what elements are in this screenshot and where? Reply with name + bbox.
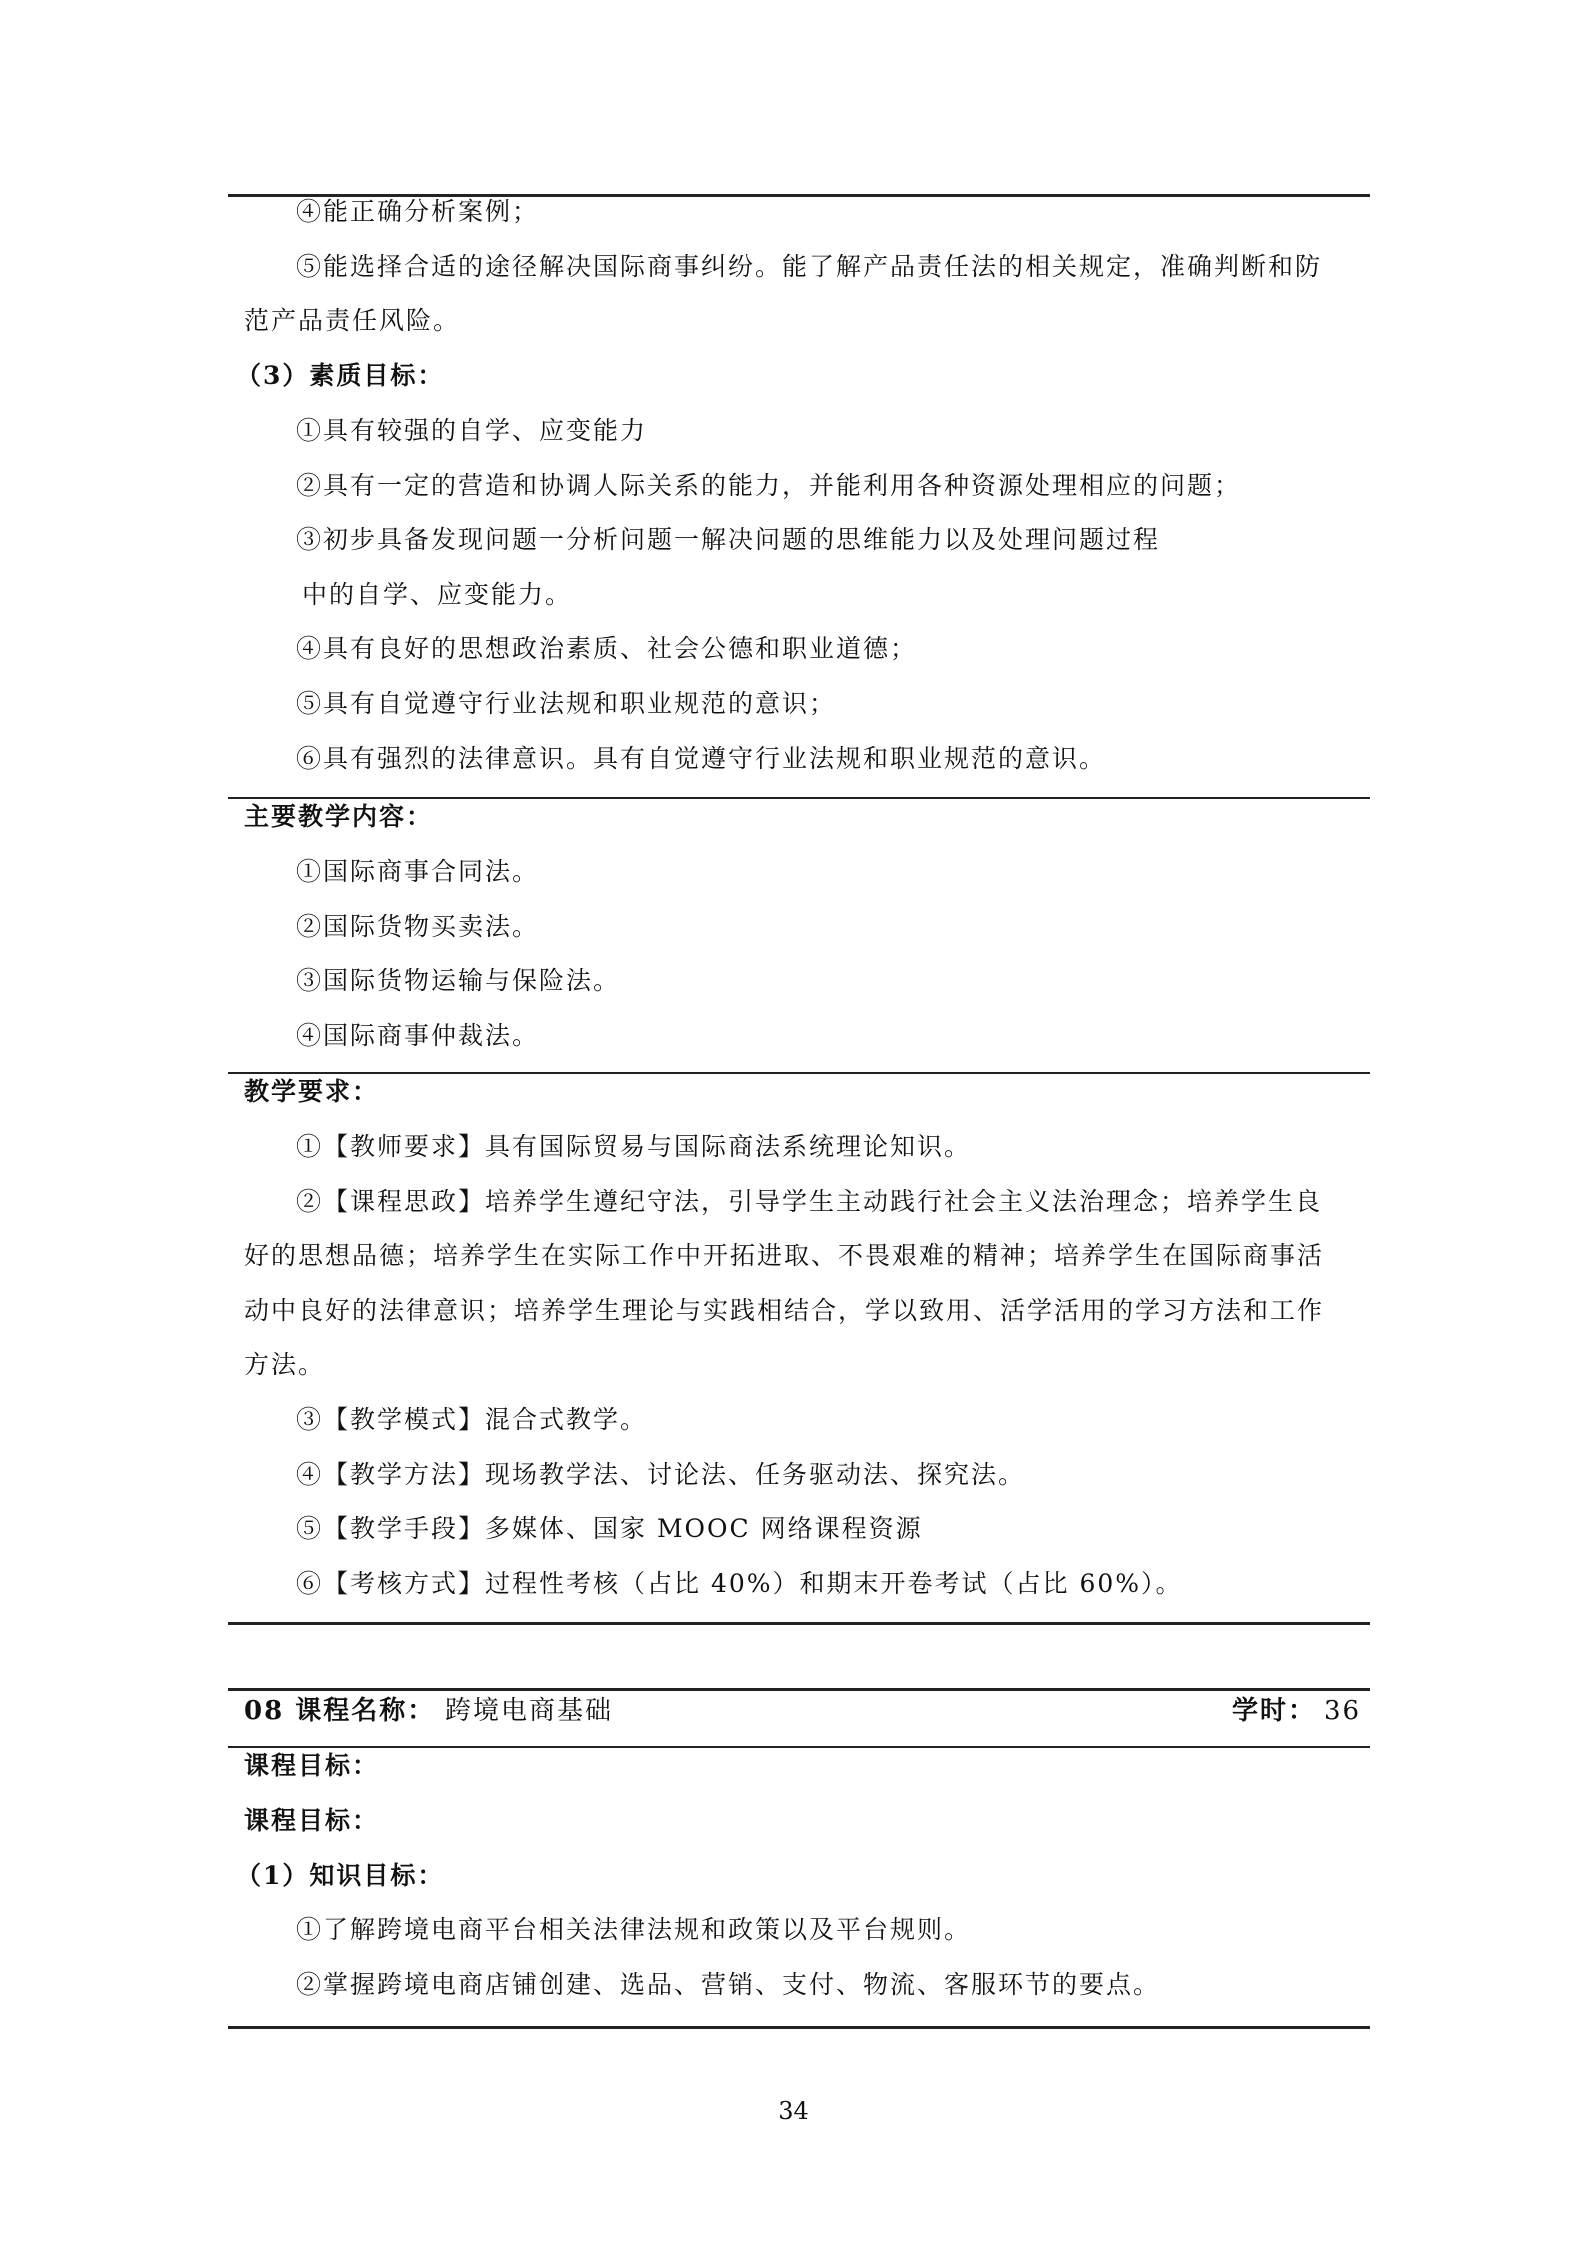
row-divider	[228, 797, 1370, 799]
skill-item-4: ④能正确分析案例；	[296, 197, 540, 226]
quality-item-5: ⑤具有自觉遵守行业法规和职业规范的意识；	[296, 689, 837, 718]
table-bottom-rule	[228, 2026, 1370, 2029]
teaching-content-heading: 主要教学内容：	[244, 802, 434, 831]
page-number: 34	[778, 2097, 809, 2125]
content-item-1: ①国际商事合同法。	[296, 857, 540, 886]
quality-item-2: ②具有一定的营造和协调人际关系的能力，并能利用各种资源处理相应的问题；	[296, 471, 1242, 500]
course-goals-heading: 课程目标：	[244, 1751, 380, 1780]
course-hours-value: 36	[1324, 1696, 1362, 1726]
teaching-requirements-heading: 教学要求：	[244, 1077, 380, 1106]
quality-item-6: ⑥具有强烈的法律意识。具有自觉遵守行业法规和职业规范的意识。	[296, 744, 1107, 773]
quality-goals-heading: （3）素质目标：	[236, 361, 445, 390]
quality-item-3: ③初步具备发现问题一分析问题一解决问题的思维能力以及处理问题过程	[296, 525, 1161, 554]
quality-item-1: ①具有较强的自学、应变能力	[296, 416, 648, 445]
req-item-3: ③【教学模式】混合式教学。	[296, 1405, 648, 1434]
req-item-5: ⑤【教学手段】多媒体、国家 MOOC 网络课程资源	[296, 1514, 923, 1543]
knowledge-item-2: ②掌握跨境电商店铺创建、选品、营销、支付、物流、客服环节的要点。	[296, 1970, 1161, 1999]
knowledge-item-1: ①了解跨境电商平台相关法律法规和政策以及平台规则。	[296, 1915, 972, 1944]
quality-item-4: ④具有良好的思想政治素质、社会公德和职业道德；	[296, 634, 918, 663]
course-name-value: 跨境电商基础	[445, 1696, 614, 1726]
req-item-1: ①【教师要求】具有国际贸易与国际商法系统理论知识。	[296, 1132, 972, 1161]
quality-item-3-cont: 中的自学、应变能力。	[302, 580, 573, 609]
skill-item-5-cont: 范产品责任风险。	[244, 306, 461, 335]
req-item-6: ⑥【考核方式】过程性考核（占比 40%）和期末开卷考试（占比 60%）。	[296, 1569, 1183, 1598]
req-item-2-cont-1: 好的思想品德；培养学生在实际工作中开拓进取、不畏艰难的精神；培养学生在国际商事活	[244, 1241, 1325, 1270]
table-top-rule	[228, 1688, 1370, 1691]
req-item-2-cont-2: 动中良好的法律意识；培养学生理论与实践相结合，学以致用、活学活用的学习方法和工作	[244, 1296, 1325, 1325]
row-divider	[228, 1072, 1370, 1074]
content-item-2: ②国际货物买卖法。	[296, 912, 540, 941]
row-divider	[228, 1746, 1370, 1748]
table-bottom-rule	[228, 1622, 1370, 1625]
content-item-4: ④国际商事仲裁法。	[296, 1021, 540, 1050]
course-hours-label: 学时：	[1232, 1696, 1317, 1726]
knowledge-goals-heading: （1）知识目标：	[236, 1861, 445, 1890]
req-item-4: ④【教学方法】现场教学法、讨论法、任务驱动法、探究法。	[296, 1460, 1026, 1489]
course-name-label: 08 课程名称：	[244, 1696, 436, 1726]
req-item-2-cont-3: 方法。	[244, 1350, 326, 1379]
skill-item-5: ⑤能选择合适的途径解决国际商事纠纷。能了解产品责任法的相关规定，准确判断和防	[296, 252, 1323, 281]
course-goals-heading-repeat: 课程目标：	[244, 1806, 380, 1835]
req-item-2: ②【课程思政】培养学生遵纪守法，引导学生主动践行社会主义法治理念；培养学生良	[296, 1187, 1323, 1216]
content-item-3: ③国际货物运输与保险法。	[296, 966, 621, 995]
